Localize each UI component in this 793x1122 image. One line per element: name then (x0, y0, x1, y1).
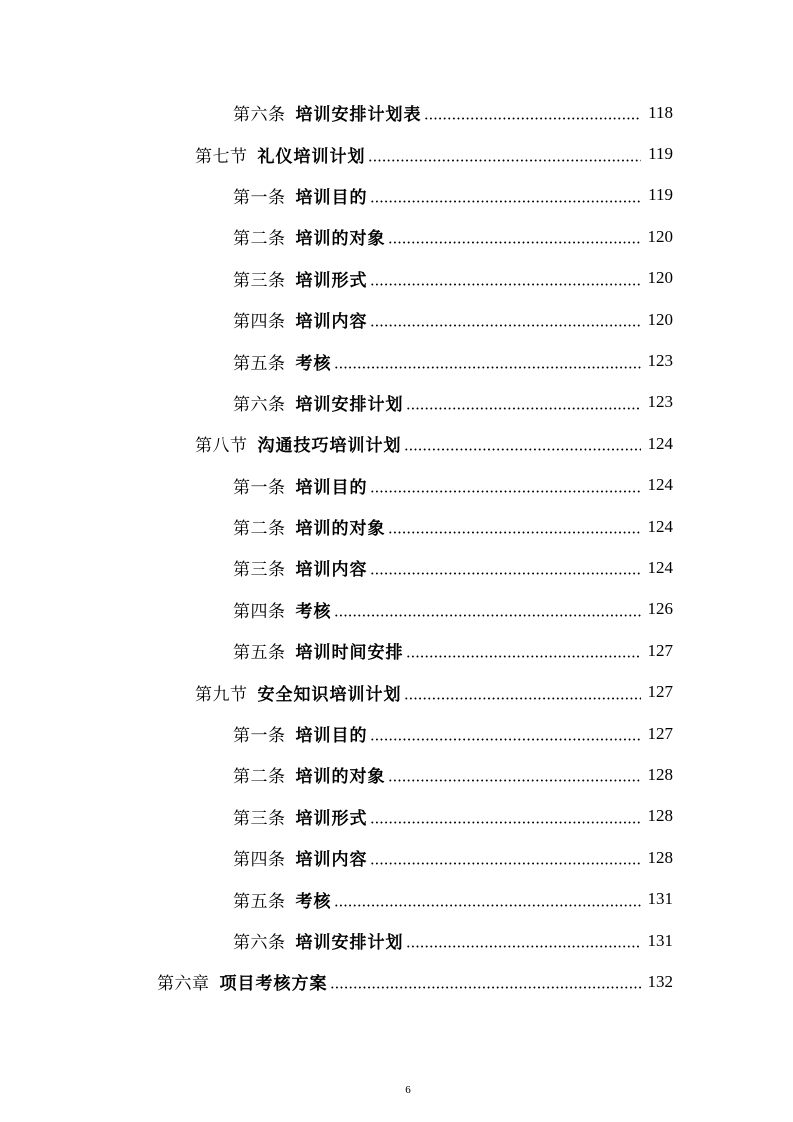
dot-leader (370, 808, 642, 825)
toc-entry-article[interactable] (0, 506, 793, 547)
toc-entry-article[interactable] (0, 796, 793, 837)
toc-entry-title: 培训形式 (295, 270, 368, 291)
dot-leader (424, 104, 642, 121)
toc-entry-page: 124 (647, 475, 673, 495)
toc-entry-section[interactable] (0, 671, 793, 712)
toc-entry-number: 第四条 (233, 312, 286, 333)
toc-entry-page: 118 (648, 102, 673, 122)
toc-entry-title: 培训目的 (295, 726, 368, 747)
dot-leader (334, 353, 642, 370)
toc-entry-page: 128 (647, 764, 673, 784)
toc-entry-title: 安全知识培训计划 (257, 684, 402, 705)
toc-entry-article[interactable] (0, 216, 793, 257)
toc-entry-title: 培训的对象 (295, 519, 386, 540)
toc-entry-title: 培训内容 (295, 850, 368, 871)
toc-entry-article[interactable] (0, 589, 793, 630)
toc-entry-article[interactable] (0, 175, 793, 216)
toc-entry-title: 项目考核方案 (219, 974, 328, 995)
dot-leader (370, 477, 642, 494)
toc-entry-number: 第三条 (233, 270, 286, 291)
dot-leader (388, 766, 642, 783)
toc-entry-page: 124 (647, 516, 673, 536)
dot-leader (406, 642, 642, 659)
toc-entry-number: 第五条 (233, 891, 286, 912)
toc-entry-page: 128 (647, 847, 673, 867)
toc-entry-article[interactable] (0, 92, 793, 133)
toc-entry-title: 培训形式 (295, 808, 368, 829)
dot-leader (370, 849, 642, 866)
toc-entry-article[interactable] (0, 878, 793, 919)
dot-leader (370, 725, 642, 742)
toc-entry-article[interactable] (0, 258, 793, 299)
dot-leader (368, 146, 642, 163)
toc-entry-article[interactable] (0, 465, 793, 506)
toc-entry-number: 第四条 (233, 601, 286, 622)
toc-entry-article[interactable] (0, 299, 793, 340)
toc-entry-title: 培训的对象 (295, 767, 386, 788)
dot-leader (334, 891, 642, 908)
toc-entry-page: 127 (647, 682, 673, 702)
dot-leader (406, 394, 642, 411)
dot-leader (388, 228, 642, 245)
toc-entry-number: 第二条 (233, 229, 286, 250)
toc-entry-number: 第一条 (233, 726, 286, 747)
toc-entry-number: 第五条 (233, 643, 286, 664)
toc-entry-title: 考核 (295, 353, 332, 374)
toc-entry-title: 礼仪培训计划 (257, 146, 366, 167)
toc-entry-number: 第八节 (195, 436, 248, 457)
toc-entry-title: 培训时间安排 (295, 643, 404, 664)
toc-entry-title: 考核 (295, 601, 332, 622)
toc-entry-page: 127 (647, 640, 673, 660)
toc-entry-page: 120 (647, 309, 673, 329)
toc-entry-article[interactable] (0, 754, 793, 795)
toc-entry-title: 考核 (295, 891, 332, 912)
toc-entry-number: 第六条 (233, 933, 286, 953)
toc-entry-number: 第二条 (233, 767, 286, 788)
toc-entry-page: 128 (647, 806, 673, 826)
toc-entry-page: 120 (647, 268, 673, 288)
toc-entry-article[interactable] (0, 340, 793, 381)
dot-leader (330, 973, 642, 990)
dot-leader (370, 311, 642, 328)
toc-entry-page: 131 (647, 930, 673, 950)
toc-entry-page: 132 (647, 971, 673, 991)
toc-entry-page: 131 (647, 889, 673, 909)
toc-entry-article[interactable] (0, 920, 793, 961)
toc-entry-number: 第七节 (195, 146, 248, 167)
toc-entry-article[interactable] (0, 713, 793, 754)
toc-entry-number: 第九节 (195, 684, 248, 705)
toc-entry-chapter[interactable] (0, 961, 793, 1002)
dot-leader (370, 270, 642, 287)
dot-leader (406, 932, 642, 949)
toc-entry-number: 第四条 (233, 850, 286, 871)
dot-leader (370, 187, 642, 204)
toc-entry-page: 127 (647, 723, 673, 743)
toc-entry-article[interactable] (0, 547, 793, 588)
toc-entry-number: 第五条 (233, 353, 286, 374)
toc-entry-title: 培训内容 (295, 312, 368, 333)
toc-entry-article[interactable] (0, 630, 793, 671)
toc-entry-number: 第六条 (233, 394, 286, 415)
toc-entry-page: 119 (648, 144, 673, 164)
toc-entry-number: 第一条 (233, 477, 286, 498)
dot-leader (388, 518, 642, 535)
toc-entry-title: 培训安排计划 (295, 933, 404, 953)
toc-entry-number: 第二条 (233, 519, 286, 540)
toc-entry-page: 120 (647, 226, 673, 246)
toc-entry-page: 124 (647, 433, 673, 453)
toc-entry-number: 第六章 (157, 974, 210, 995)
dot-leader (370, 559, 642, 576)
toc-entry-article[interactable] (0, 382, 793, 423)
toc-entry-number: 第六条 (233, 105, 286, 126)
toc-entry-number: 第三条 (233, 560, 286, 581)
dot-leader (404, 435, 642, 452)
dot-leader (404, 684, 642, 701)
toc-entry-title: 培训目的 (295, 187, 368, 208)
toc-entry-page: 119 (648, 185, 673, 205)
toc-entry-section[interactable] (0, 423, 793, 464)
toc-entry-title: 培训目的 (295, 477, 368, 498)
toc-entry-title: 培训安排计划 (295, 394, 404, 415)
toc-entry-number: 第三条 (233, 808, 286, 829)
toc-entry-title: 沟通技巧培训计划 (257, 436, 402, 457)
toc-entry-page: 123 (647, 392, 673, 412)
dot-leader (334, 601, 642, 618)
toc-entry-title: 培训内容 (295, 560, 368, 581)
toc-entry-page: 124 (647, 557, 673, 577)
toc-entry-article[interactable] (0, 837, 793, 878)
toc-entry-page: 126 (647, 599, 673, 619)
toc-entry-section[interactable] (0, 133, 793, 174)
page-number: 6 (405, 1084, 411, 1096)
table-of-contents (0, 92, 793, 1003)
toc-entry-page: 123 (647, 351, 673, 371)
toc-entry-title: 培训安排计划表 (295, 105, 422, 126)
toc-entry-number: 第一条 (233, 187, 286, 208)
toc-entry-title: 培训的对象 (295, 229, 386, 250)
